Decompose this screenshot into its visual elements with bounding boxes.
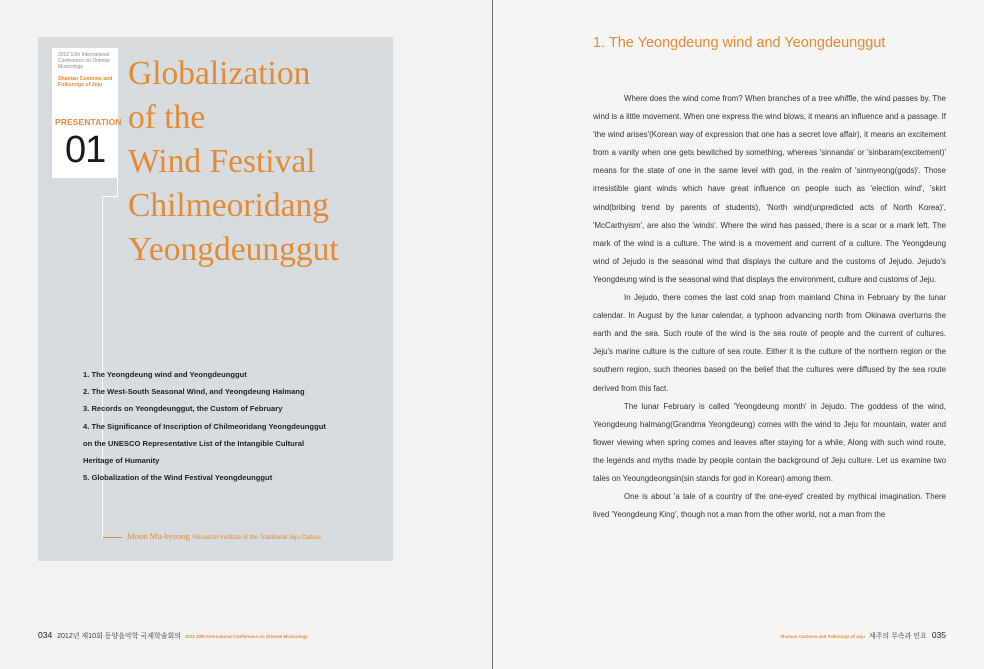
title-line: Yeongdeunggut <box>128 231 339 268</box>
conference-info: 2012 10th International Conference on Oriental Musicology <box>58 52 110 70</box>
body-text <box>593 90 946 524</box>
toc-item: on the UNESCO Representative List of the Intangible Cultural <box>83 438 305 448</box>
presentation-label: PRESENTATION <box>55 117 122 127</box>
decorative-line <box>102 196 118 197</box>
toc-item: 4. The Significance of Inscription of Chilmeoridang Yeongdeunggut <box>83 421 326 431</box>
section-heading: 1. The Yeongdeung wind and Yeongdeunggut <box>593 35 886 51</box>
footer-english: Shaman Customs and Folksongs of Jeju <box>780 634 865 639</box>
paragraph: Where does the wind come from? When branches of a tree whiffle, the wind passes by. The wind is a little movement. When one express the wind blows, it means an influence and a passage. If 'the wind arises'(Korean way of expression that one has a secret love affair), it means an excitement from a vanity when one gets bewitched by something, whereas 'sinnanda' or 'sinbaram(excitement)' means for the state of one in the same level with god, in the realm of 'sinmyeong(gods)'. Those irresistible giant winds which have great influence on people such as 'election wind', 'skirt wind(bribing trend by parents of students), 'North wind(unpredicted acts of North Korea)', 'McCarthyism', are also the 'winds'. Where the wind has passed, there is a scar or a mark left. The mark of the wind is a culture. The wind is a movement and current of a culture. The Yeongdeung wind of Jejudo is the seasonal wind that displays the culture and the customs of Jejudo. Jejudo's Yeongdeung wind is the seasonal wind that displays the environment, culture and customs of Jeju. <box>593 94 946 284</box>
author-affiliation: Research Institute of the Traditional Jeju Culture <box>192 535 321 541</box>
title-line: Chilmeoridang <box>128 187 329 224</box>
title-line: of the <box>128 99 206 136</box>
toc-item: 2. The West-South Seasonal Wind, and Yeongdeung Halmang <box>83 387 305 397</box>
right-footer <box>780 630 946 641</box>
table-of-contents <box>83 366 358 486</box>
author-rule <box>103 537 122 538</box>
decorative-line <box>117 178 118 196</box>
page-number: 035 <box>931 630 946 640</box>
toc-item: 1. The Yeongdeung wind and Yeongdeunggut <box>83 370 247 379</box>
title-line: Globalization <box>128 55 311 92</box>
footer-english: 2012 10th International Conference on Oriental Musicology <box>184 634 308 639</box>
toc-item: Heritage of Humanity <box>83 456 160 466</box>
conference-subtitle: Shaman Customs and Folksongs of Jeju <box>58 76 113 89</box>
book-spine <box>492 0 493 669</box>
toc-item: 3. Records on Yeongdeunggut, the Custom of February <box>83 404 283 414</box>
author-name: Moon Mu-byeong <box>127 531 190 541</box>
paragraph: One is about 'a tale of a country of the one-eyed' created by mythical imagination. There lived 'Yeongdeung King', though not a man from the other world, not a man from the <box>593 492 946 520</box>
page-number: 034 <box>38 630 53 640</box>
presentation-number: 01 <box>65 129 106 171</box>
toc-item: 5. Globalization of the Wind Festival Yeongdeunggut <box>83 473 273 483</box>
paragraph: The lunar February is called 'Yeongdeung month' in Jejudo. The goddess of the wind, Yeongdeung halmang(Grandma Yeongdeung) comes with the wind to Jeju for mountain, water and flower viewing when spring comes and leaves after staying for a while, Along with such wind route, the legends and myths made by people contain the background of Jeju culture. Let us examine two tales on Yeoungdeongsin(sin stands for god in Korean) among them. <box>593 401 946 483</box>
presentation-title <box>128 52 393 272</box>
paragraph: In Jejudo, there comes the last cold snap from mainland China in February by the lunar calendar. In August by the lunar calendar, a typhoon advancing north from Okinawa overturns the earth and the sea. Such route of the wind is the sea route of people and the current of cultures. Jeju's marine culture is the culture of sea route. Either it is the culture of the northern region or the southern region, such theories based on the belief that the cultures were diffused by the sea route derived from this fact. <box>593 293 946 393</box>
footer-korean: 제주의 무속과 민요 <box>868 633 927 640</box>
title-line: Wind Festival <box>128 143 316 180</box>
left-footer <box>38 630 308 641</box>
footer-korean: 2012년 제10회 동양음악학 국제학술회의 <box>57 633 182 640</box>
author-line <box>127 531 321 541</box>
